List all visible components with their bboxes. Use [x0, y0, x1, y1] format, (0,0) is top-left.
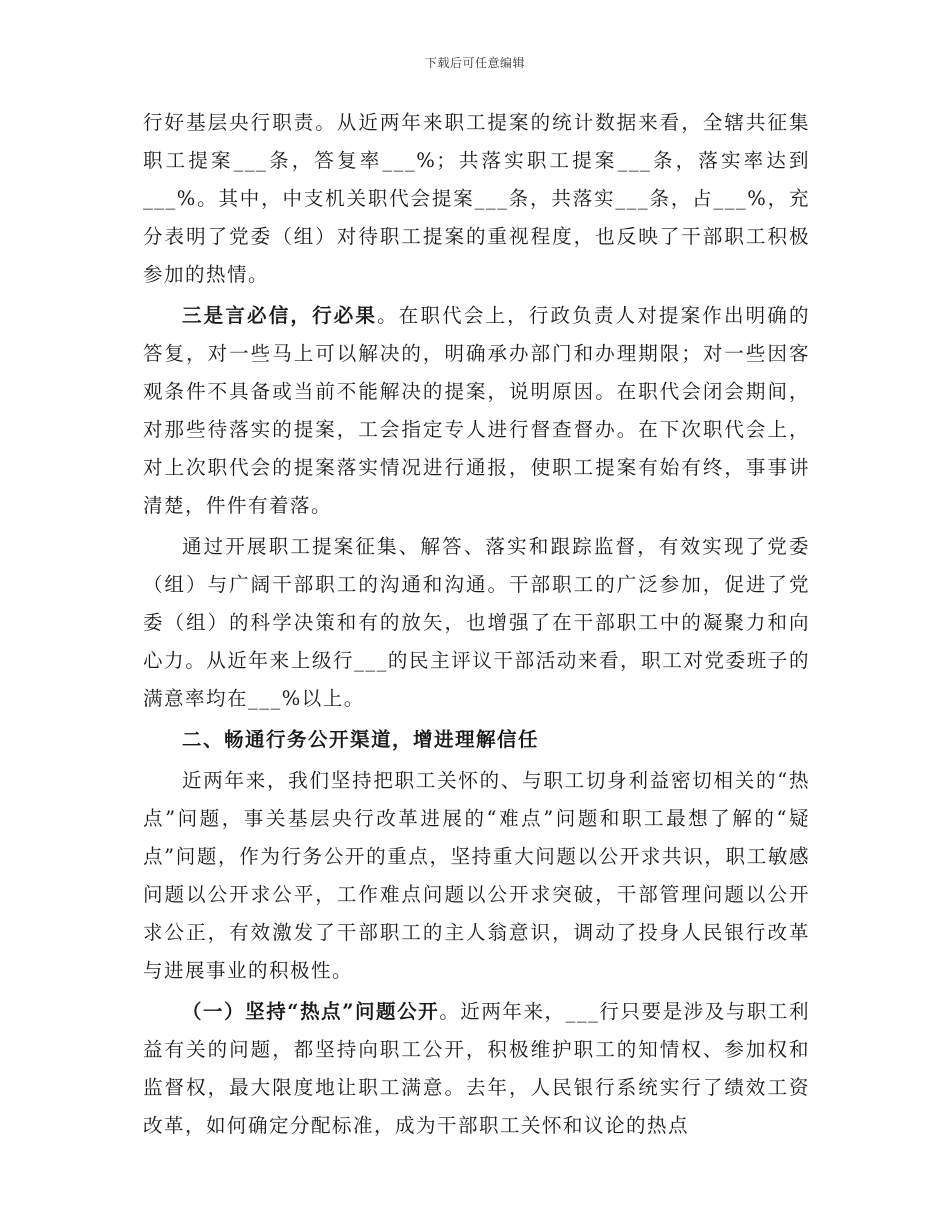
paragraph-text: 行好基层央行职责。从近两年来职工提案的统计数据来看，全辖共征集职工提案___条，答复率___%；共落实职工提案___条，落实率达到___%。其中，中支机关职代会提案___条，共落实___条，占___%，充分表明了党委（组）对待职工提案的重视程度，也反映了干部职工积极参加的热情。 [143, 111, 810, 286]
page-header: 下载后可任意编辑 [424, 56, 525, 70]
paragraph-communication [143, 528, 810, 718]
paragraph-promise [143, 297, 810, 525]
section-heading-text: 二、畅通行务公开渠道，增进理解信任 [182, 728, 540, 751]
paragraph-hotspot [143, 993, 810, 1145]
paragraph-statistics [143, 104, 810, 294]
paragraph-text: 通过开展职工提案征集、解答、落实和跟踪监督，有效实现了党委（组）与广阔干部职工的沟通和沟通。干部职工的广泛参加，促进了党委（组）的科学决策和有的放矢，也增强了在干部职工中的凝聚力和向心力。从近年来上级行___的民主评议干部活动来看，职工对党委班子的满意率均在___%以上。 [143, 535, 810, 710]
paragraph-openness [143, 762, 810, 990]
paragraph-text: 近两年来，我们坚持把职工关怀的、与职工切身利益密切相关的“热点”问题，事关基层央行改革进展的“难点”问题和职工最想了解的“疑点”问题，作为行务公开的重点，坚持重大问题以公开求共识，职工敏感问题以公开求公平，工作难点问题以公开求突破，干部管理问题以公开求公正，有效激发了干部职工的主人翁意识，调动了投身人民银行改革与进展事业的积极性。 [143, 769, 810, 982]
document-body [143, 104, 810, 1145]
paragraph-text: 。近两年来，___行只要是涉及与职工利益有关的问题，都坚持向职工公开，积极维护职工的知情权、参加权和监督权，最大限度地让职工满意。去年，人民银行系统实行了绩效工资改革，如何确定分配标准，成为干部职工关怀和议论的热点 [143, 1000, 810, 1137]
paragraph-text: 。在职代会上，行政负责人对提案作出明确的答复，对一些马上可以解决的，明确承办部门和办理期限；对一些因客观条件不具备或当前不能解决的提案，说明原因。在职代会闭会期间，对那些待落实的提案，工会指定专人进行督查督办。在下次职代会上，对上次职代会的提案落实情况进行通报，使职工提案有始有终，事事讲清楚，件件有着落。 [143, 304, 810, 517]
paragraph-lead: （一）坚持“热点”问题公开 [182, 1000, 440, 1023]
paragraph-lead: 三是言必信，行必果 [182, 304, 378, 327]
section-heading [143, 721, 810, 759]
